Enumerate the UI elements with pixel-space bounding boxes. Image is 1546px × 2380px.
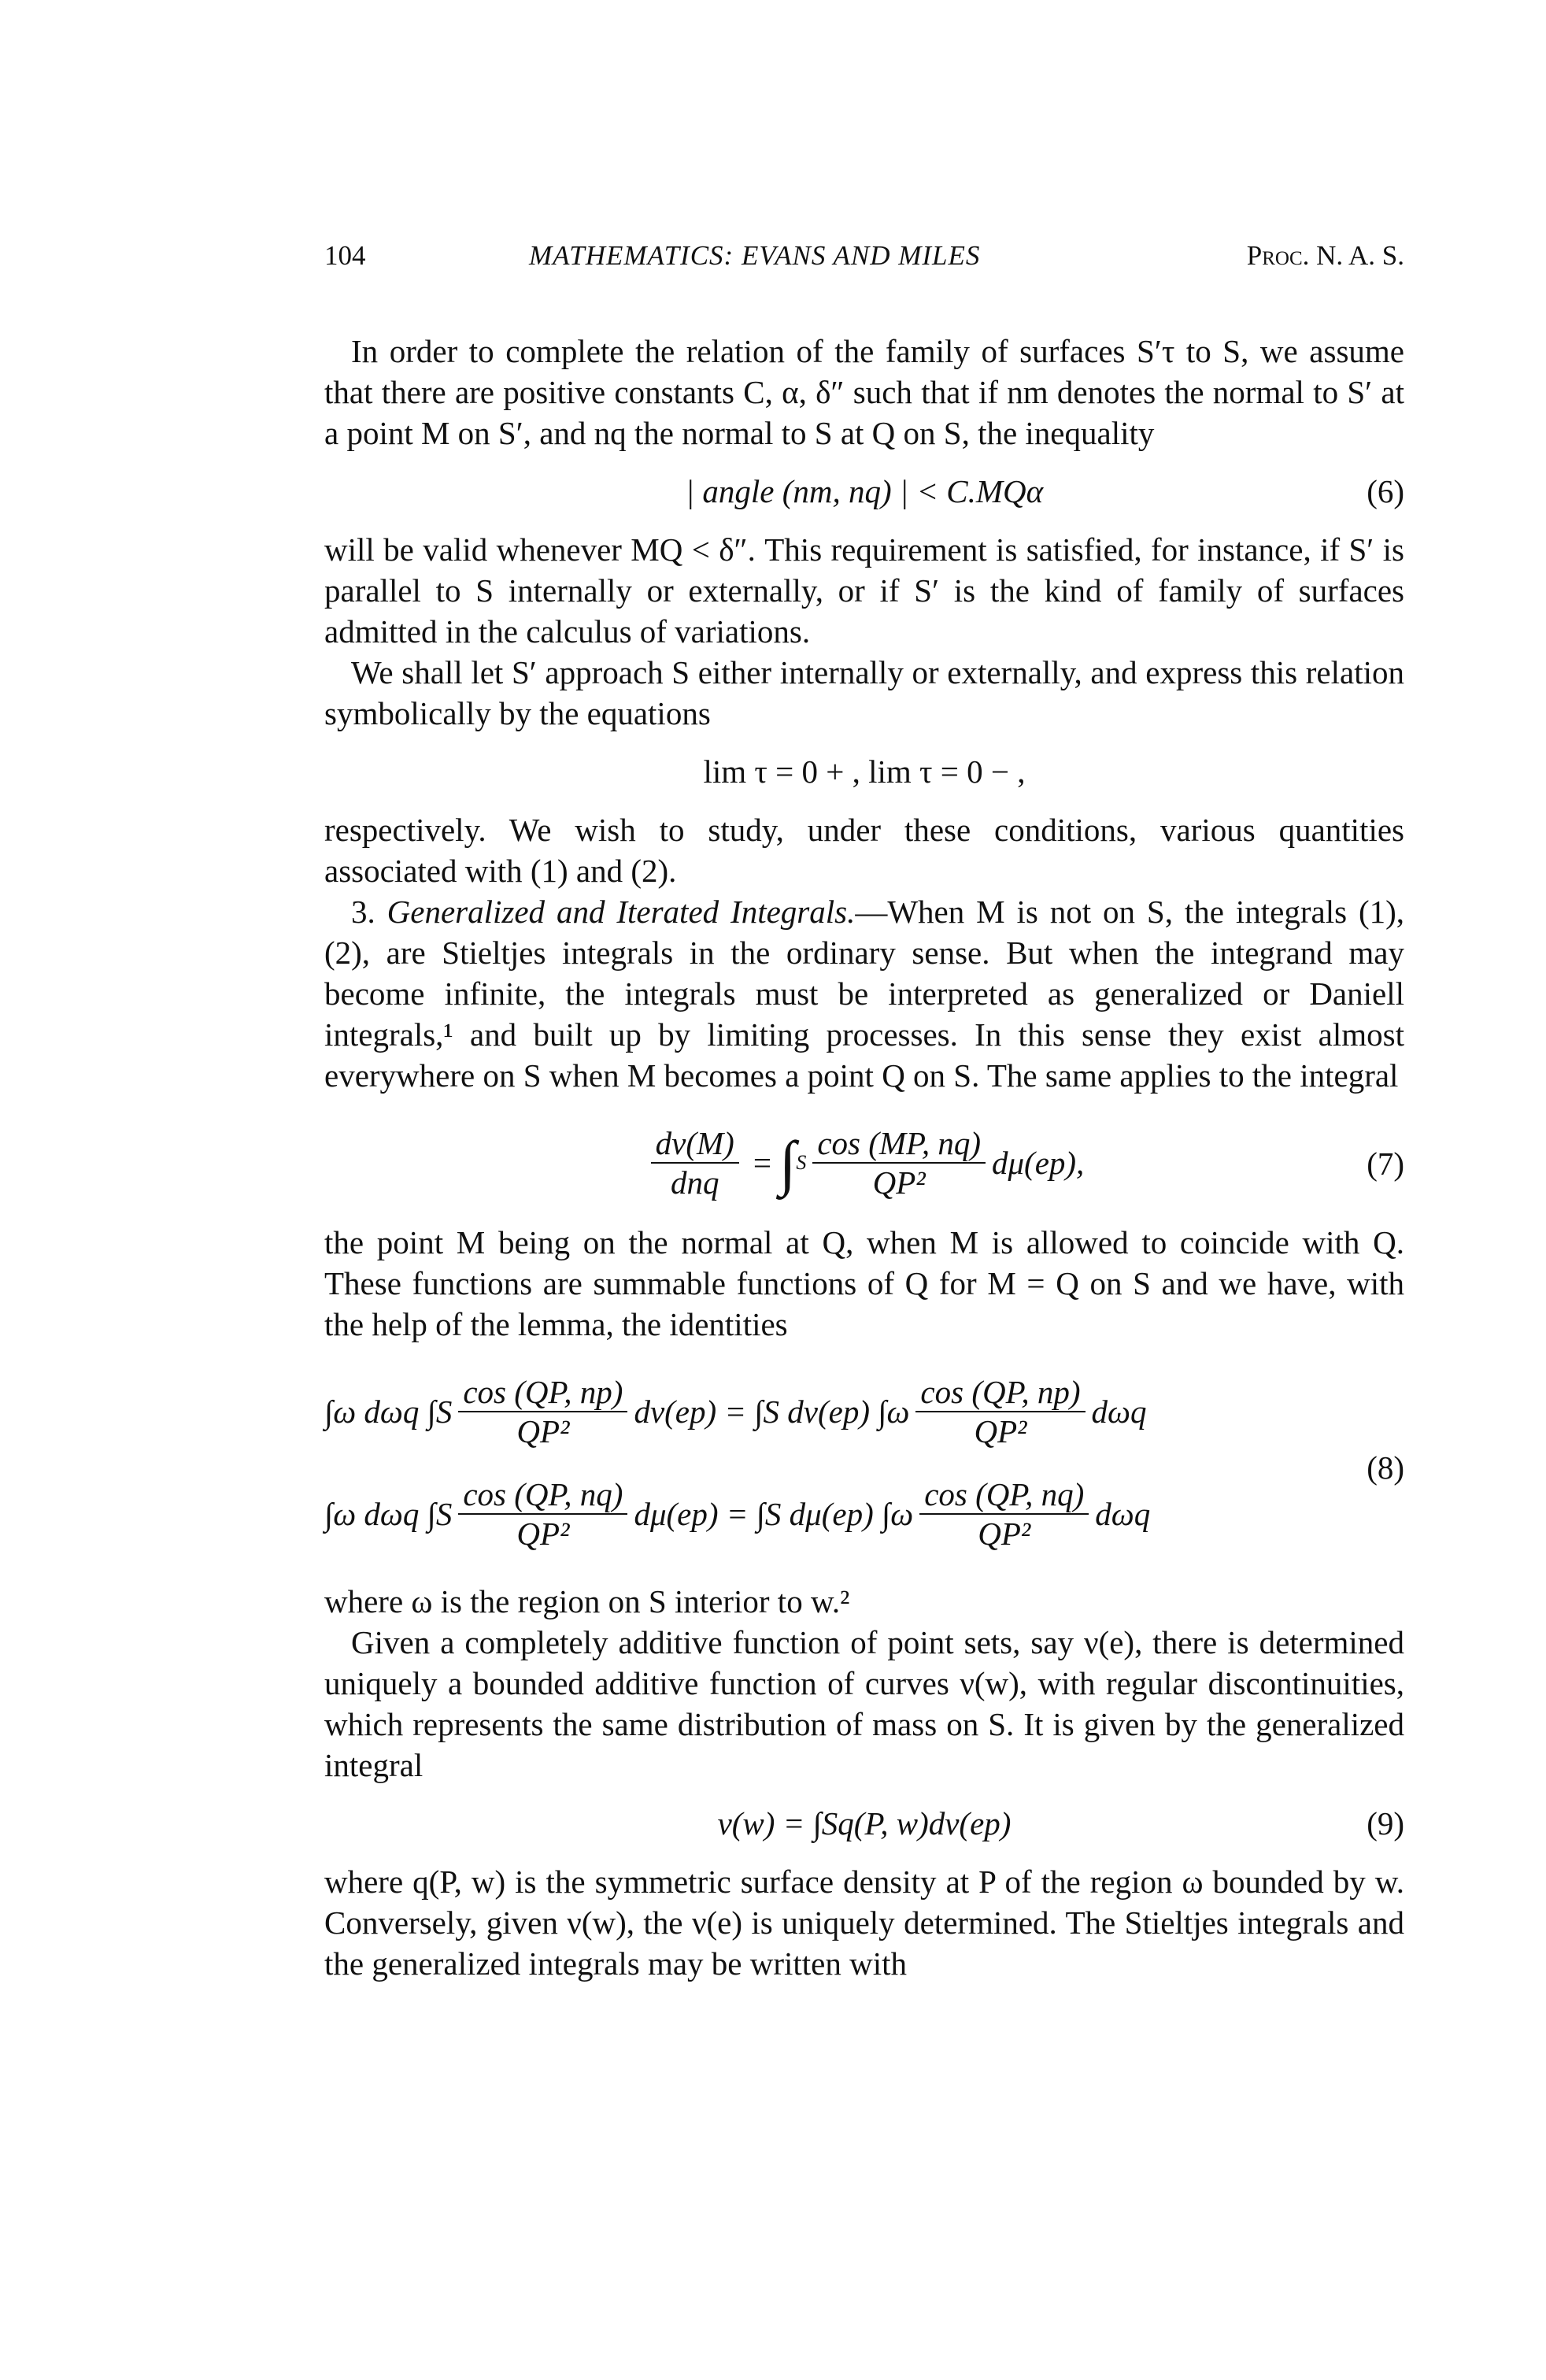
section-number: 3. [351,894,387,930]
eq7-equals: = [753,1145,771,1181]
equation-9-number: (9) [1367,1805,1404,1841]
article-body [324,331,1404,1984]
equation-8 [324,1360,1404,1573]
eq8b-frac1-num: cos (QP, nq) [458,1475,627,1515]
eq8b-frac2-num: cos (QP, nq) [919,1475,1089,1515]
eq8a-fraction-1 [458,1373,627,1450]
eq7-integrand-fraction [812,1124,986,1201]
equation-6-text: | angle (nm, nq) | < C.MQα [685,473,1044,509]
eq8a-frac2-den: QP² [974,1413,1027,1449]
equation-8b [324,1463,1404,1565]
eq8b-frac2-den: QP² [978,1516,1031,1552]
page-number: 104 [324,240,366,271]
equation-6-number: (6) [1367,473,1404,509]
eq8b-fraction-1 [458,1475,627,1553]
paragraph-2: will be valid whenever MQ < δ″. This requirement is satisfied, for instance, if S′ is parallel to S internally or externally, or if S′ is the kind of family of surfaces admitted in the calculus of variations. [324,531,1404,650]
eq8b-left: ∫ω dωq ∫S [324,1496,453,1532]
journal-abbrev: Proc. N. A. S. [1246,240,1404,271]
eq7-integral-sign: ∫ [779,1128,797,1197]
eq7-tail: dμ(ep), [991,1145,1085,1181]
equation-limits [324,745,1404,803]
paragraph-8: Given a completely additive function of point sets, say ν(e), there is determined uniquely a bounded additive function of curves ν(w), with regular discontinuities, which represents the same distribution of mass on S. It is given by the generalized integral [324,1624,1404,1783]
eq8b-mid: dμ(ep) = ∫S dμ(ep) ∫ω [634,1496,914,1532]
equation-7 [324,1112,1404,1214]
eq8a-fraction-2 [915,1373,1085,1450]
equation-8a [324,1360,1404,1463]
paragraph-5-text: —When M is not on S, the integrals (1), (2), are Stieltjes integrals in the ordinary sense. But when the integrand may become infinite, the integrals must be interpreted as generalized or Daniell integrals,¹ and built up by limiting processes. In this sense they exist almost everywhere on S when M becomes a point Q on S. The same applies to the integral [324,894,1405,1094]
eq7-lhs-den: dnq [671,1164,719,1201]
paragraph-6: the point M being on the normal at Q, when M is allowed to coincide with Q. These functions are summable functions of Q for M = Q on S and we have, with the help of the lemma, the identities [324,1224,1404,1342]
paragraph-1: In order to complete the relation of the family of surfaces S′τ to S, we assume that there are positive constants C, α, δ″ such that if nm denotes the normal to S′ at a point M on S′, and nq the normal to S at Q on S, the inequality [324,333,1404,451]
eq7-num: cos (MP, nq) [812,1124,986,1164]
paragraph-9: where q(P, w) is the symmetric surface density at P of the region ω bounded by w. Conversely, given ν(w), the ν(e) is uniquely determined. The Stieltjes integrals and the generalized integrals may be written with [324,1864,1404,1982]
eq7-lhs-fraction [651,1124,739,1201]
eq7-den: QP² [872,1164,926,1201]
paragraph-5 [324,891,1404,1096]
eq8a-tail: dωq [1091,1394,1147,1430]
eq7-lhs-num: dv(M) [651,1124,739,1164]
paragraph-4: respectively. We wish to study, under these conditions, various quantities associated with (1) and (2). [324,812,1404,889]
section-heading: Generalized and Iterated Integrals. [386,894,856,930]
running-title: MATHEMATICS: EVANS AND MILES [529,240,981,271]
equation-7-number: (7) [1367,1146,1404,1182]
eq7-integral-sub: S [796,1151,807,1174]
eq8b-fraction-2 [919,1475,1089,1553]
eq8b-frac1-den: QP² [516,1516,570,1552]
eq8a-mid: dν(ep) = ∫S dν(ep) ∫ω [634,1394,910,1430]
equation-8-number: (8) [1367,1449,1404,1486]
eq8a-frac2-num: cos (QP, np) [915,1373,1085,1412]
running-header [324,236,1404,276]
eq8a-frac1-den: QP² [516,1413,570,1449]
paragraph-7: where ω is the region on S interior to w.² [324,1583,850,1619]
equation-7-row [324,1112,1404,1214]
equation-9-text: ν(w) = ∫Sq(P, w)dν(ep) [717,1805,1012,1841]
paragraph-3: We shall let S′ approach S either internally or externally, and express this relation symbolically by the equations [324,654,1404,731]
equation-6 [324,465,1404,523]
eq8a-frac1-num: cos (QP, np) [458,1373,627,1412]
equation-9 [324,1797,1404,1855]
equation-limits-text: lim τ = 0 + , lim τ = 0 − , [703,753,1026,790]
eq8b-tail: dωq [1095,1496,1151,1532]
eq8a-left: ∫ω dωq ∫S [324,1394,453,1430]
